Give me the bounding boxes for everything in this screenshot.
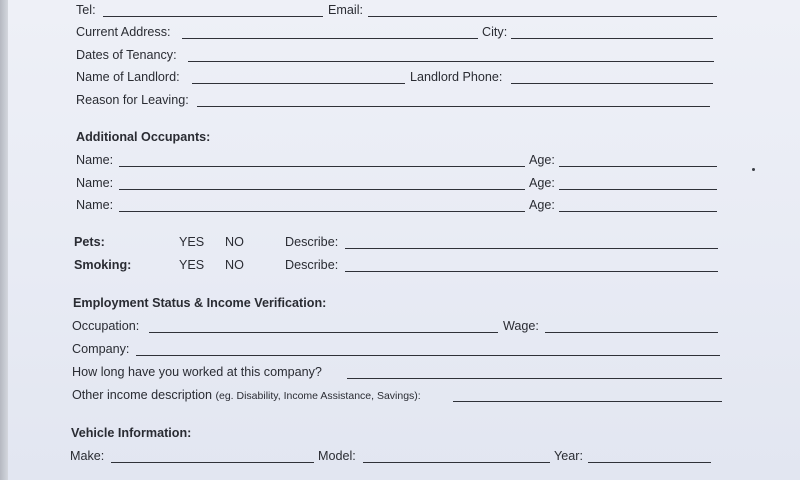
pets-describe-label: Describe: — [285, 235, 339, 249]
additional-occupants-heading: Additional Occupants: — [76, 130, 211, 144]
city-field[interactable] — [511, 38, 713, 39]
model-label: Model: — [318, 449, 356, 463]
occupation-label: Occupation: — [72, 319, 140, 333]
email-field[interactable] — [368, 16, 717, 17]
wage-field[interactable] — [545, 332, 718, 333]
year-label: Year: — [554, 449, 583, 463]
vehicle-heading: Vehicle Information: — [71, 426, 192, 440]
smoking-describe-label: Describe: — [285, 258, 339, 272]
pets-label: Pets: — [74, 235, 105, 249]
other-income-text: Other income description — [72, 388, 212, 402]
how-long-field[interactable] — [347, 378, 722, 379]
smoking-no-option[interactable]: NO — [225, 258, 244, 272]
tel-label: Tel: — [76, 3, 96, 17]
how-long-label: How long have you worked at this company? — [72, 365, 322, 379]
occupation-field[interactable] — [149, 332, 498, 333]
make-field[interactable] — [111, 462, 314, 463]
occupant-3-name-field[interactable] — [119, 211, 525, 212]
dates-of-tenancy-field[interactable] — [188, 61, 714, 62]
name-of-landlord-field[interactable] — [192, 83, 405, 84]
pets-no-option[interactable]: NO — [225, 235, 244, 249]
occupant-2-age-label: Age: — [529, 176, 555, 190]
other-income-field[interactable] — [453, 401, 722, 402]
pets-describe-field[interactable] — [345, 248, 718, 249]
occupant-1-name-field[interactable] — [119, 166, 525, 167]
occupant-1-name-label: Name: — [76, 153, 114, 167]
current-address-field[interactable] — [182, 38, 478, 39]
smoking-label: Smoking: — [74, 258, 132, 272]
tel-field[interactable] — [103, 16, 323, 17]
pets-yes-option[interactable]: YES — [179, 235, 205, 249]
other-income-label — [72, 388, 421, 404]
occupant-2-name-label: Name: — [76, 176, 114, 190]
wage-label: Wage: — [503, 319, 539, 333]
smoking-yes-option[interactable]: YES — [179, 258, 205, 272]
company-field[interactable] — [136, 355, 720, 356]
occupant-3-age-field[interactable] — [559, 211, 717, 212]
reason-for-leaving-label: Reason for Leaving: — [76, 93, 189, 107]
reason-for-leaving-field[interactable] — [197, 106, 710, 107]
company-label: Company: — [72, 342, 130, 356]
smoking-describe-field[interactable] — [345, 271, 718, 272]
occupant-1-age-label: Age: — [529, 153, 555, 167]
occupant-2-name-field[interactable] — [119, 189, 525, 190]
paper-speck — [752, 168, 755, 171]
make-label: Make: — [70, 449, 105, 463]
landlord-phone-field[interactable] — [511, 83, 713, 84]
year-field[interactable] — [588, 462, 711, 463]
dates-of-tenancy-label: Dates of Tenancy: — [76, 48, 177, 62]
occupant-2-age-field[interactable] — [559, 189, 717, 190]
occupant-3-name-label: Name: — [76, 198, 114, 212]
occupant-1-age-field[interactable] — [559, 166, 717, 167]
email-label: Email: — [328, 3, 363, 17]
current-address-label: Current Address: — [76, 25, 171, 39]
occupant-3-age-label: Age: — [529, 198, 555, 212]
page-edge-shadow — [0, 0, 8, 480]
employment-heading: Employment Status & Income Verification: — [73, 296, 327, 310]
model-field[interactable] — [363, 462, 550, 463]
landlord-phone-label: Landlord Phone: — [410, 70, 503, 84]
city-label: City: — [482, 25, 508, 39]
name-of-landlord-label: Name of Landlord: — [76, 70, 180, 84]
other-income-note: (eg. Disability, Income Assistance, Savings): — [215, 390, 421, 402]
